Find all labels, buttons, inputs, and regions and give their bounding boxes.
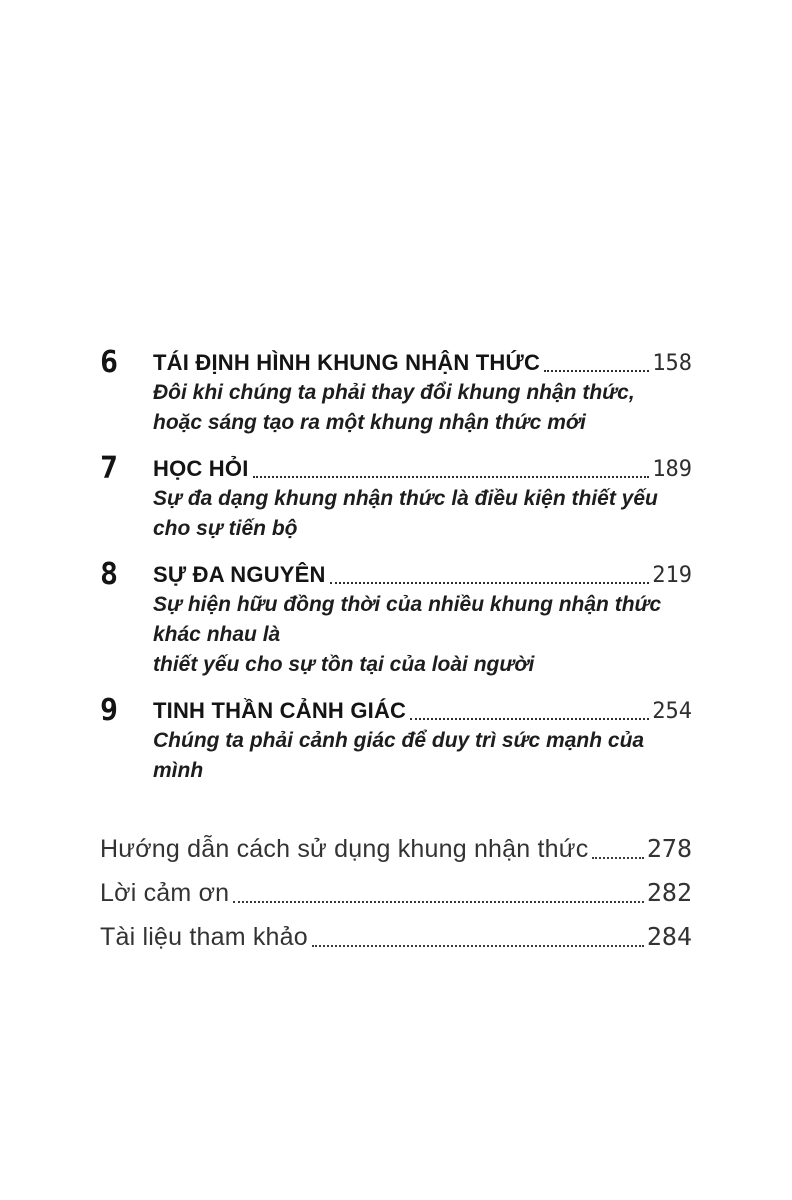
chapter-title-line: [153, 454, 692, 484]
chapter-subtitle-line: Đôi khi chúng ta phải thay đổi khung nhận thức,: [153, 381, 635, 404]
chapter-entry-body: [153, 454, 692, 544]
chapter-subtitle-line: hoặc sáng tạo ra một khung nhận thức mới: [153, 411, 586, 434]
chapter-number: 6: [100, 345, 119, 380]
back-matter-title: Lời cảm ơn: [100, 879, 230, 907]
toc-chapter-entry: [100, 345, 692, 438]
back-matter-title: Hướng dẫn cách sử dụng khung nhận thức: [100, 835, 589, 863]
toc-chapter-entry: [100, 557, 692, 680]
chapter-number: 9: [100, 693, 119, 728]
chapter-page-number: 254: [652, 699, 692, 724]
chapter-title: TÁI ĐỊNH HÌNH KHUNG NHẬN THỨC: [153, 350, 541, 375]
dot-leader: [592, 857, 643, 859]
dot-leader: [544, 370, 649, 372]
chapter-title: TINH THẦN CẢNH GIÁC: [153, 698, 407, 723]
back-matter-page-number: 278: [646, 834, 692, 863]
back-matter-entry: [100, 922, 692, 952]
chapter-title-line: [153, 696, 692, 726]
chapter-subtitle-line: Sự hiện hữu đồng thời của nhiều khung nhận thức khác nhau là: [153, 593, 662, 646]
chapter-number: 7: [100, 451, 119, 486]
dot-leader: [233, 901, 644, 903]
dot-leader: [410, 718, 649, 720]
chapter-entry-body: [153, 696, 692, 786]
chapter-subtitle-line: Chúng ta phải cảnh giác để duy trì sức mạnh của mình: [153, 729, 645, 782]
table-of-contents: [100, 345, 692, 966]
back-matter-page-number: 284: [646, 922, 692, 951]
chapter-page-number: 158: [652, 351, 692, 376]
chapter-title: SỰ ĐA NGUYÊN: [153, 562, 326, 587]
chapter-number: 8: [100, 557, 119, 592]
back-matter-page-number: 282: [646, 878, 692, 907]
chapter-title-line: [153, 560, 692, 590]
back-matter-entry: [100, 834, 692, 864]
back-matter-section: [100, 834, 692, 952]
chapter-subtitle-line: thiết yếu cho sự tồn tại của loài người: [153, 653, 535, 676]
toc-chapter-entry: [100, 451, 692, 544]
chapter-entry-body: [153, 560, 692, 680]
toc-chapter-entry: [100, 693, 692, 786]
chapter-page-number: 189: [652, 457, 692, 482]
dot-leader: [312, 945, 644, 947]
chapter-entry-body: [153, 348, 692, 438]
dot-leader: [330, 582, 650, 584]
chapter-page-number: 219: [652, 563, 692, 588]
chapter-title: HỌC HỎI: [153, 456, 249, 481]
dot-leader: [253, 476, 650, 478]
back-matter-entry: [100, 878, 692, 908]
chapter-subtitle-line: Sự đa dạng khung nhận thức là điều kiện thiết yếu cho sự tiến bộ: [153, 487, 658, 540]
back-matter-title: Tài liệu tham khảo: [100, 923, 308, 951]
chapter-title-line: [153, 348, 692, 378]
